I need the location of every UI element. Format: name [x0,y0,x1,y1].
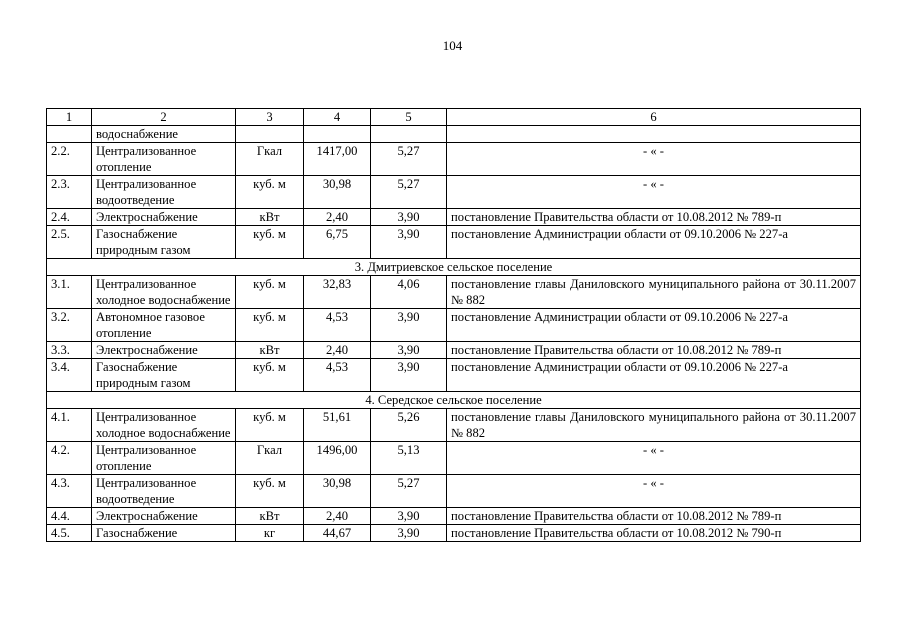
row-number: 2.5. [47,226,92,259]
volume-value [304,126,371,143]
table-row [47,309,861,342]
table-row [47,475,861,508]
rate-value: 4,06 [371,276,447,309]
volume-value: 30,98 [304,475,371,508]
volume-value: 6,75 [304,226,371,259]
header-cell: 2 [92,109,236,126]
unit: кг [236,525,304,542]
page-number: 104 [442,38,463,53]
volume-value: 51,61 [304,409,371,442]
unit: кВт [236,209,304,226]
unit: кВт [236,508,304,525]
table-row [47,342,861,359]
service-name: Централизованное отопление [92,143,236,176]
rate-value: 5,27 [371,176,447,209]
legal-basis: - « - [447,176,861,209]
unit: куб. м [236,176,304,209]
section-row [47,392,861,409]
table-row [47,143,861,176]
rate-value: 5,26 [371,409,447,442]
row-number: 2.4. [47,209,92,226]
section-title: 4. Середское сельское поселение [47,392,861,409]
rate-value: 3,90 [371,508,447,525]
unit: Гкал [236,442,304,475]
row-number: 2.3. [47,176,92,209]
legal-basis [447,126,861,143]
legal-basis: постановление Правительства области от 10.08.2012 № 789-п [447,209,861,226]
tariff-table [46,108,861,542]
legal-basis: постановление Правительства области от 10.08.2012 № 790-п [447,525,861,542]
rate-value: 3,90 [371,309,447,342]
service-name: Централизованное водоотведение [92,475,236,508]
volume-value: 1496,00 [304,442,371,475]
table-row [47,126,861,143]
row-number: 3.4. [47,359,92,392]
unit: куб. м [236,309,304,342]
unit [236,126,304,143]
service-name: Централизованное отопление [92,442,236,475]
volume-value: 1417,00 [304,143,371,176]
legal-basis: постановление Администрации области от 09.10.2006 № 227-а [447,359,861,392]
unit: Гкал [236,143,304,176]
table-row [47,525,861,542]
rate-value: 3,90 [371,342,447,359]
legal-basis: постановление главы Даниловского муниципального района от 30.11.2007 № 882 [447,409,861,442]
unit: куб. м [236,359,304,392]
service-name: Централизованное холодное водоснабжение [92,409,236,442]
rate-value: 5,27 [371,475,447,508]
header-cell: 1 [47,109,92,126]
legal-basis: постановление Правительства области от 10.08.2012 № 789-п [447,342,861,359]
unit: куб. м [236,475,304,508]
rate-value [371,126,447,143]
row-number [47,126,92,143]
rate-value: 3,90 [371,359,447,392]
volume-value: 2,40 [304,508,371,525]
volume-value: 4,53 [304,309,371,342]
legal-basis: постановление Правительства области от 10.08.2012 № 789-п [447,508,861,525]
legal-basis: постановление Администрации области от 09.10.2006 № 227-а [447,309,861,342]
volume-value: 4,53 [304,359,371,392]
header-cell: 3 [236,109,304,126]
table-row [47,226,861,259]
row-number: 4.4. [47,508,92,525]
table-row [47,442,861,475]
row-number: 4.5. [47,525,92,542]
service-name: Газоснабжение природным газом [92,226,236,259]
unit: куб. м [236,226,304,259]
rate-value: 3,90 [371,525,447,542]
service-name: Электроснабжение [92,342,236,359]
table-row [47,508,861,525]
service-name: Централизованное холодное водоснабжение [92,276,236,309]
table-header-row [47,109,861,126]
rate-value: 5,13 [371,442,447,475]
header-cell: 6 [447,109,861,126]
rate-value: 5,27 [371,143,447,176]
section-row [47,259,861,276]
volume-value: 30,98 [304,176,371,209]
service-name: Централизованное водоотведение [92,176,236,209]
service-name: Газоснабжение природным газом [92,359,236,392]
row-number: 4.3. [47,475,92,508]
legal-basis: постановление главы Даниловского муниципального района от 30.11.2007 № 882 [447,276,861,309]
volume-value: 32,83 [304,276,371,309]
service-name: Автономное газовое отопление [92,309,236,342]
header-cell: 4 [304,109,371,126]
service-name: Газоснабжение [92,525,236,542]
legal-basis: - « - [447,475,861,508]
service-name: Электроснабжение [92,209,236,226]
table-row [47,176,861,209]
unit: кВт [236,342,304,359]
row-number: 3.1. [47,276,92,309]
table-row [47,409,861,442]
row-number: 3.3. [47,342,92,359]
row-number: 4.1. [47,409,92,442]
unit: куб. м [236,409,304,442]
service-name: Электроснабжение [92,508,236,525]
volume-value: 44,67 [304,525,371,542]
legal-basis: постановление Администрации области от 09.10.2006 № 227-а [447,226,861,259]
service-name: водоснабжение [92,126,236,143]
volume-value: 2,40 [304,209,371,226]
rate-value: 3,90 [371,209,447,226]
row-number: 4.2. [47,442,92,475]
table-row [47,359,861,392]
header-cell: 5 [371,109,447,126]
row-number: 3.2. [47,309,92,342]
volume-value: 2,40 [304,342,371,359]
table-row [47,209,861,226]
table-row [47,276,861,309]
row-number: 2.2. [47,143,92,176]
legal-basis: - « - [447,442,861,475]
section-title: 3. Дмитриевское сельское поселение [47,259,861,276]
rate-value: 3,90 [371,226,447,259]
legal-basis: - « - [447,143,861,176]
unit: куб. м [236,276,304,309]
